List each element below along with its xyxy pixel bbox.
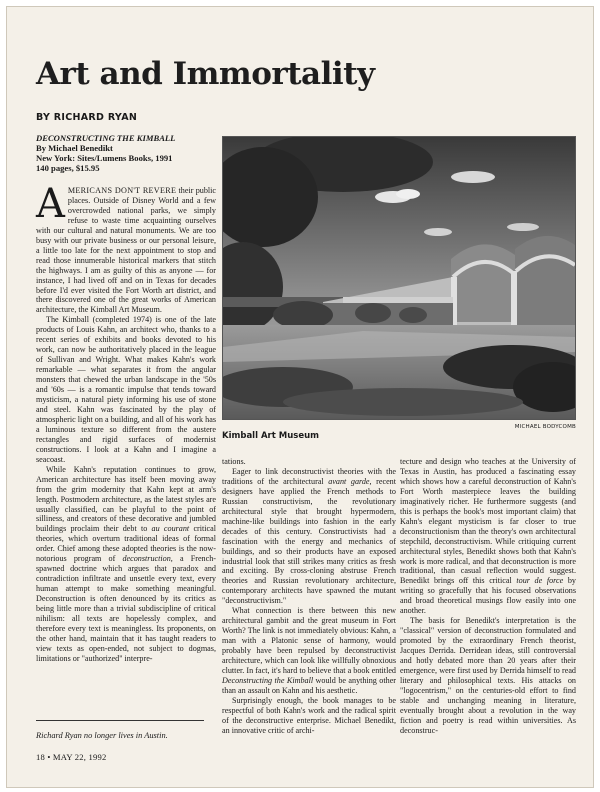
footnote-rule [36, 720, 204, 721]
museum-photo [222, 136, 576, 420]
paragraph: tations. [222, 457, 246, 466]
lead-in: MERICANS DON'T REVERE [67, 186, 177, 195]
paragraph-text: , recent designers have applied the French methods to Russian constructivism, the revolutionary architectural style that brought hypermodern, machine-like buildings into fashion in the early decades of this century. Constructivists had a fascination with the energy and mechanics of buildings, and so their products have an exposed industrial look that still strikes many critics as fresh and exciting. By cross-cloning abstruse French theories and Russian revolutionary architecture, contemporary architects have spawned the mutant "deconstructivism." [222, 476, 396, 606]
paragraph-text: critical theories, which overturn traditional ideas of formal order. Chief among these adopted theories is the now-notorious program of [36, 524, 217, 564]
body-column-3 [400, 457, 576, 736]
paragraph [400, 457, 576, 616]
book-publisher: New York: Sites/Lumens Books, 1991 [36, 153, 173, 163]
book-title: DECONSTRUCTING THE KIMBALL [36, 133, 176, 143]
body-column-1 [36, 181, 217, 664]
paragraph-text: While Kahn's reputation continues to grow, American architecture has itself been moving away from the grim modernity that Kahn kept at arm's length. Postmodern architecture, as the latest styles are usually classified, can be playful to the point of silliness, and creators of these decorative and jumbled buildings proclaim their debt to [36, 464, 216, 534]
paragraph-text: would be anything other than an assault on Kahn and his aesthetic. [222, 675, 396, 695]
author-note: Richard Ryan no longer lives in Austin. [36, 731, 168, 740]
paragraph: Surprisingly enough, the book manages to be respectful of both Kahn's work and the radical spirit of the deconstructive enterprise. Michael Benedikt, an innovative critic of archi- [222, 695, 396, 735]
paragraph-text: , a French-spawned doctrine which argues that paradox and contradiction infiltrate and unsettle every text, every human attempt to make something meaningful. Deconstruction is often denounced by its critics as being little more than a trivial subdiscipline of critical nihilism: all texts are hopelessly complex, and therefore every text is meaningless. Its proponents, on the other hand, maintain that it has taught readers to view texts as open-ended, not subject to dogmas, limitations or "authorized" interpre- [36, 554, 216, 663]
paragraph [36, 465, 216, 664]
italic-text: au courant [151, 524, 190, 534]
paragraph: The Kimball (completed 1974) is one of the late products of Louis Kahn, an architect who, thanks to a recent series of exhibits and books devoted to his work, can now be authoritatively placed in the league of Sullivan and Wright. What makes Kahn's work remarkable — what separates it from the angular monsters that chewed the urban landscape in the '50s and '60s — is a romantic impulse that tends toward mysticism, a natural piety informing his use of stone and steel. Kahn was fascinated by the play of atmospheric light on a building, and all of his work has a luminous texture so different from the austere rectangles and rigid surfaces of modernist constructions. I look at a Kahn and I imagine a seacoast. [36, 315, 216, 464]
drop-cap: A [36, 181, 65, 227]
byline: BY RICHARD RYAN [36, 112, 138, 123]
paragraph-text: Eager to link deconstructivist theories with the traditions of the architectural [222, 466, 396, 486]
book-info [36, 133, 216, 173]
paragraph-text: their public places. Outside of Disney World and a few overcrowded national parks, we simply refuse to waste time acquainting ourselves with our cultural and natural monuments. We are too busy with our private business or our personal leisure, a little too late for the next appointment to stop and read those innumerable historical markers that stitch the highways. I am as guilty of this as anyone — for instance, I had lived off and on in Texas for decades before I'd ever visited the Fort Worth art district, and there discovered one of the great works of American architecture, the Kimball Art Museum. [36, 186, 217, 315]
photo-caption: Kimball Art Museum [222, 431, 319, 441]
paragraph-text: What connection is there between this new architectural gambit and the great museum in Fort Worth? The link is not immediately obvious: Kahn, a man with a Platonic sense of harmony, would probably have been repulsed by deconstructivist architecture, which can look like willfully obnoxious clutter. In fact, it's hard to believe that a book entitled [222, 606, 396, 676]
paragraph-text: tecture and design who teaches at the University of Texas in Austin, has produced a fascinating essay which shows how a careful deconstruction of Kahn's Fort Worth masterpiece leaves the building imaginatively richer. He furthermore suggests (and this is perhaps the book's most important claim) that Kahn's elegant mysticism is far closer to true deconstructionism than the theory's own architectural stepchild, deconstructivism. While critiquing current architectural styles, Benedikt shows both that Kahn's work is more radical, and that deconstruction is more traditional, than casual reflection would suggest. Benedikt brings off this critical [400, 457, 576, 586]
page-folio: 18 • MAY 22, 1992 [36, 752, 107, 762]
body-column-2 [222, 457, 396, 736]
paragraph-text: by writing so gracefully that his focused observations and broad theoretical musings flow easily into one another. [400, 576, 576, 616]
book-author: By Michael Benedikt [36, 143, 113, 153]
italic-text: avant garde [328, 476, 370, 486]
article-title: Art and Immortality [36, 56, 375, 92]
italic-text: Deconstructing the Kimball [222, 675, 314, 685]
book-details: 140 pages, $15.95 [36, 163, 100, 173]
paragraph [36, 181, 217, 315]
italic-text: deconstruction [122, 554, 171, 564]
paragraph: The basis for Benedikt's interpretation is the "classical" version of deconstruction formulated and promoted by the extraordinary French theorist, Jacques Derrida. Derridean ideas, still controversial and hotly debated more than 20 years after their emergence, were first used by Derrida himself to read literary and philosophical texts. His attacks on "logocentrism," on the centuries-old effort to find stable and unchanging meaning in literature, eventually brought about a revolution in the way fiction and poetry is read within universities. As deconstruc- [400, 616, 576, 735]
paragraph [222, 606, 396, 696]
italic-text: tour de force [516, 576, 564, 586]
photo-credit: MICHAEL BODYCOMB [514, 424, 576, 430]
paragraph [222, 467, 396, 606]
museum-photo-illustration [223, 137, 575, 419]
